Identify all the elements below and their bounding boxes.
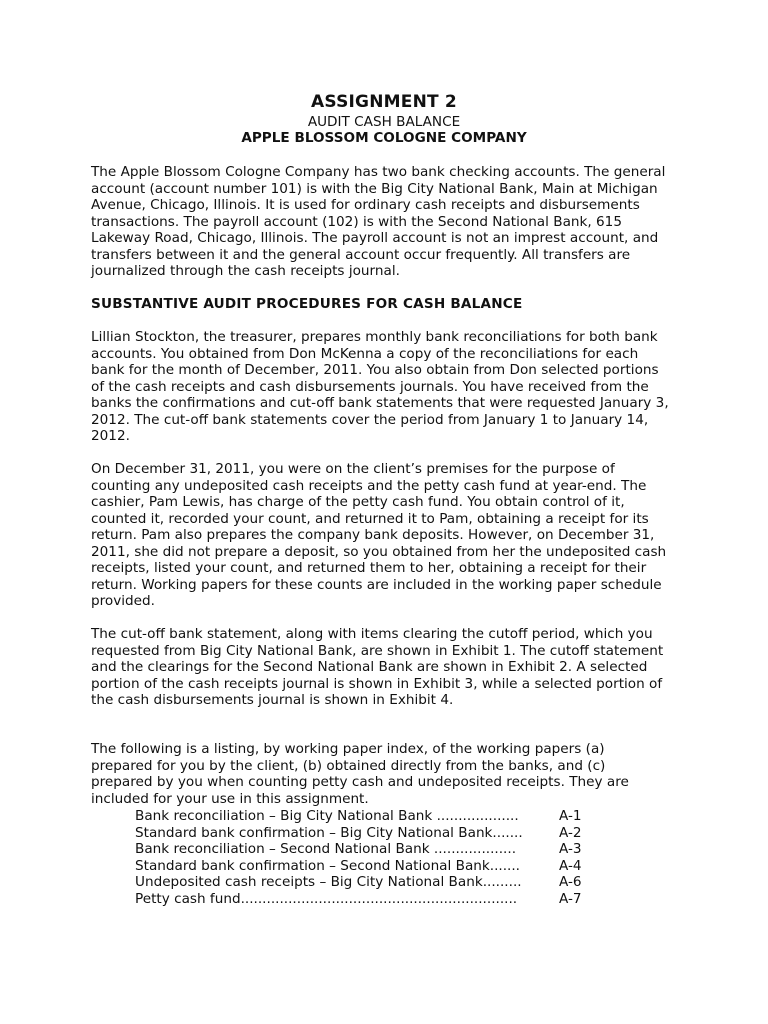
year-end-count-paragraph: [91, 461, 691, 610]
index-reference: A-7: [559, 890, 582, 907]
text-line: counting any undeposited cash receipts and the petty cash fund at year-end. The: [91, 477, 647, 494]
text-line: On December 31, 2011, you were on the client’s premises for the purpose of: [91, 461, 615, 477]
text-line: cashier, Pam Lewis, has charge of the petty cash fund. You obtain control of it,: [91, 494, 625, 510]
text-line: bank for the month of December, 2011. You also obtain from Don selected portions: [91, 362, 659, 378]
text-line: receipts, listed your count, and returned them to her, obtaining a receipt for their: [91, 560, 647, 576]
text-line: account (account number 101) is with the Big City National Bank, Main at Michigan: [91, 180, 658, 197]
text-line: The Apple Blossom Cologne Company has two bank checking accounts. The general: [91, 164, 666, 180]
text-line: prepared for you by the client, (b) obtained directly from the banks, and (c): [91, 757, 606, 774]
document-title: ASSIGNMENT 2: [311, 92, 457, 112]
text-line: return. Pam also prepares the company bank deposits. However, on December 31,: [91, 527, 655, 543]
text-line: of the cash receipts and cash disbursements journals. You have received from the: [91, 378, 649, 395]
index-reference: A-6: [559, 874, 582, 890]
text-line: prepared by you when counting petty cash and undeposited receipts. They are: [91, 774, 629, 790]
text-line: accounts. You obtained from Don McKenna a copy of the reconciliations for each: [91, 345, 639, 362]
text-line: 2012.: [91, 428, 130, 444]
index-reference: A-4: [559, 857, 582, 874]
index-row: [135, 891, 595, 908]
text-line: banks the confirmations and cut-off bank statements that were requested January 3,: [91, 395, 669, 411]
text-line: counted it, recorded your count, and returned it to Pam, obtaining a receipt for its: [91, 510, 649, 527]
text-line: 2012. The cut-off bank statements cover the period from January 1 to January 14,: [91, 411, 649, 428]
index-row: [135, 858, 595, 875]
text-line: The following is a listing, by working paper index, of the working papers (a): [91, 741, 605, 757]
company-name: APPLE BLOSSOM COLOGNE COMPANY: [241, 130, 527, 146]
index-label: Petty cash fund................................................................: [135, 890, 518, 907]
text-line: and the clearings for the Second National Bank are shown in Exhibit 2. A selected: [91, 659, 648, 675]
index-label: Bank reconciliation – Big City National Bank ...................: [135, 808, 519, 824]
text-line: transfers between it and the general account occur frequently. All transfers are: [91, 246, 631, 263]
reconciliation-paragraph: [91, 329, 691, 445]
text-line: included for your use in this assignment.: [91, 790, 369, 807]
document-subtitle: AUDIT CASH BALANCE: [307, 114, 461, 130]
text-line: Lillian Stockton, the treasurer, prepares monthly bank reconciliations for both bank: [91, 329, 658, 345]
text-line: portion of the cash receipts journal is shown in Exhibit 3, while a selected portion of: [91, 675, 663, 692]
index-label: Standard bank confirmation – Big City National Bank.......: [135, 824, 523, 841]
index-label: Undeposited cash receipts – Big City National Bank.........: [135, 874, 522, 890]
index-row: [135, 808, 595, 825]
text-line: Lakeway Road, Chicago, Illinois. The payroll account is not an imprest account, and: [91, 230, 659, 246]
text-line: The cut-off bank statement, along with items clearing the cutoff period, which you: [91, 626, 653, 642]
index-row: [135, 825, 595, 842]
index-label: Bank reconciliation – Second National Bank ...................: [135, 841, 517, 857]
index-reference: A-3: [559, 841, 582, 857]
index-reference: A-2: [559, 824, 582, 841]
text-line: requested from Big City National Bank, are shown in Exhibit 1. The cutoff statement: [91, 642, 664, 659]
index-reference: A-1: [559, 808, 582, 824]
index-row: [135, 874, 595, 891]
index-label: Standard bank confirmation – Second National Bank.......: [135, 857, 521, 874]
working-papers-paragraph: [91, 741, 691, 807]
text-line: provided.: [91, 593, 155, 609]
text-line: 2011, she did not prepare a deposit, so you obtained from her the undeposited cash: [91, 543, 667, 560]
working-paper-index: [135, 808, 595, 907]
intro-paragraph: [91, 164, 691, 280]
text-line: Avenue, Chicago, Illinois. It is used for ordinary cash receipts and disbursements: [91, 197, 640, 213]
text-line: transactions. The payroll account (102) is with the Second National Bank, 615: [91, 213, 622, 230]
index-row: [135, 841, 595, 858]
text-line: journalized through the cash receipts journal.: [91, 263, 400, 279]
text-line: return. Working papers for these counts are included in the working paper schedule: [91, 576, 662, 593]
exhibits-paragraph: [91, 626, 691, 709]
section-heading: SUBSTANTIVE AUDIT PROCEDURES FOR CASH BALANCE: [91, 296, 523, 312]
text-line: the cash disbursements journal is shown in Exhibit 4.: [91, 692, 454, 708]
